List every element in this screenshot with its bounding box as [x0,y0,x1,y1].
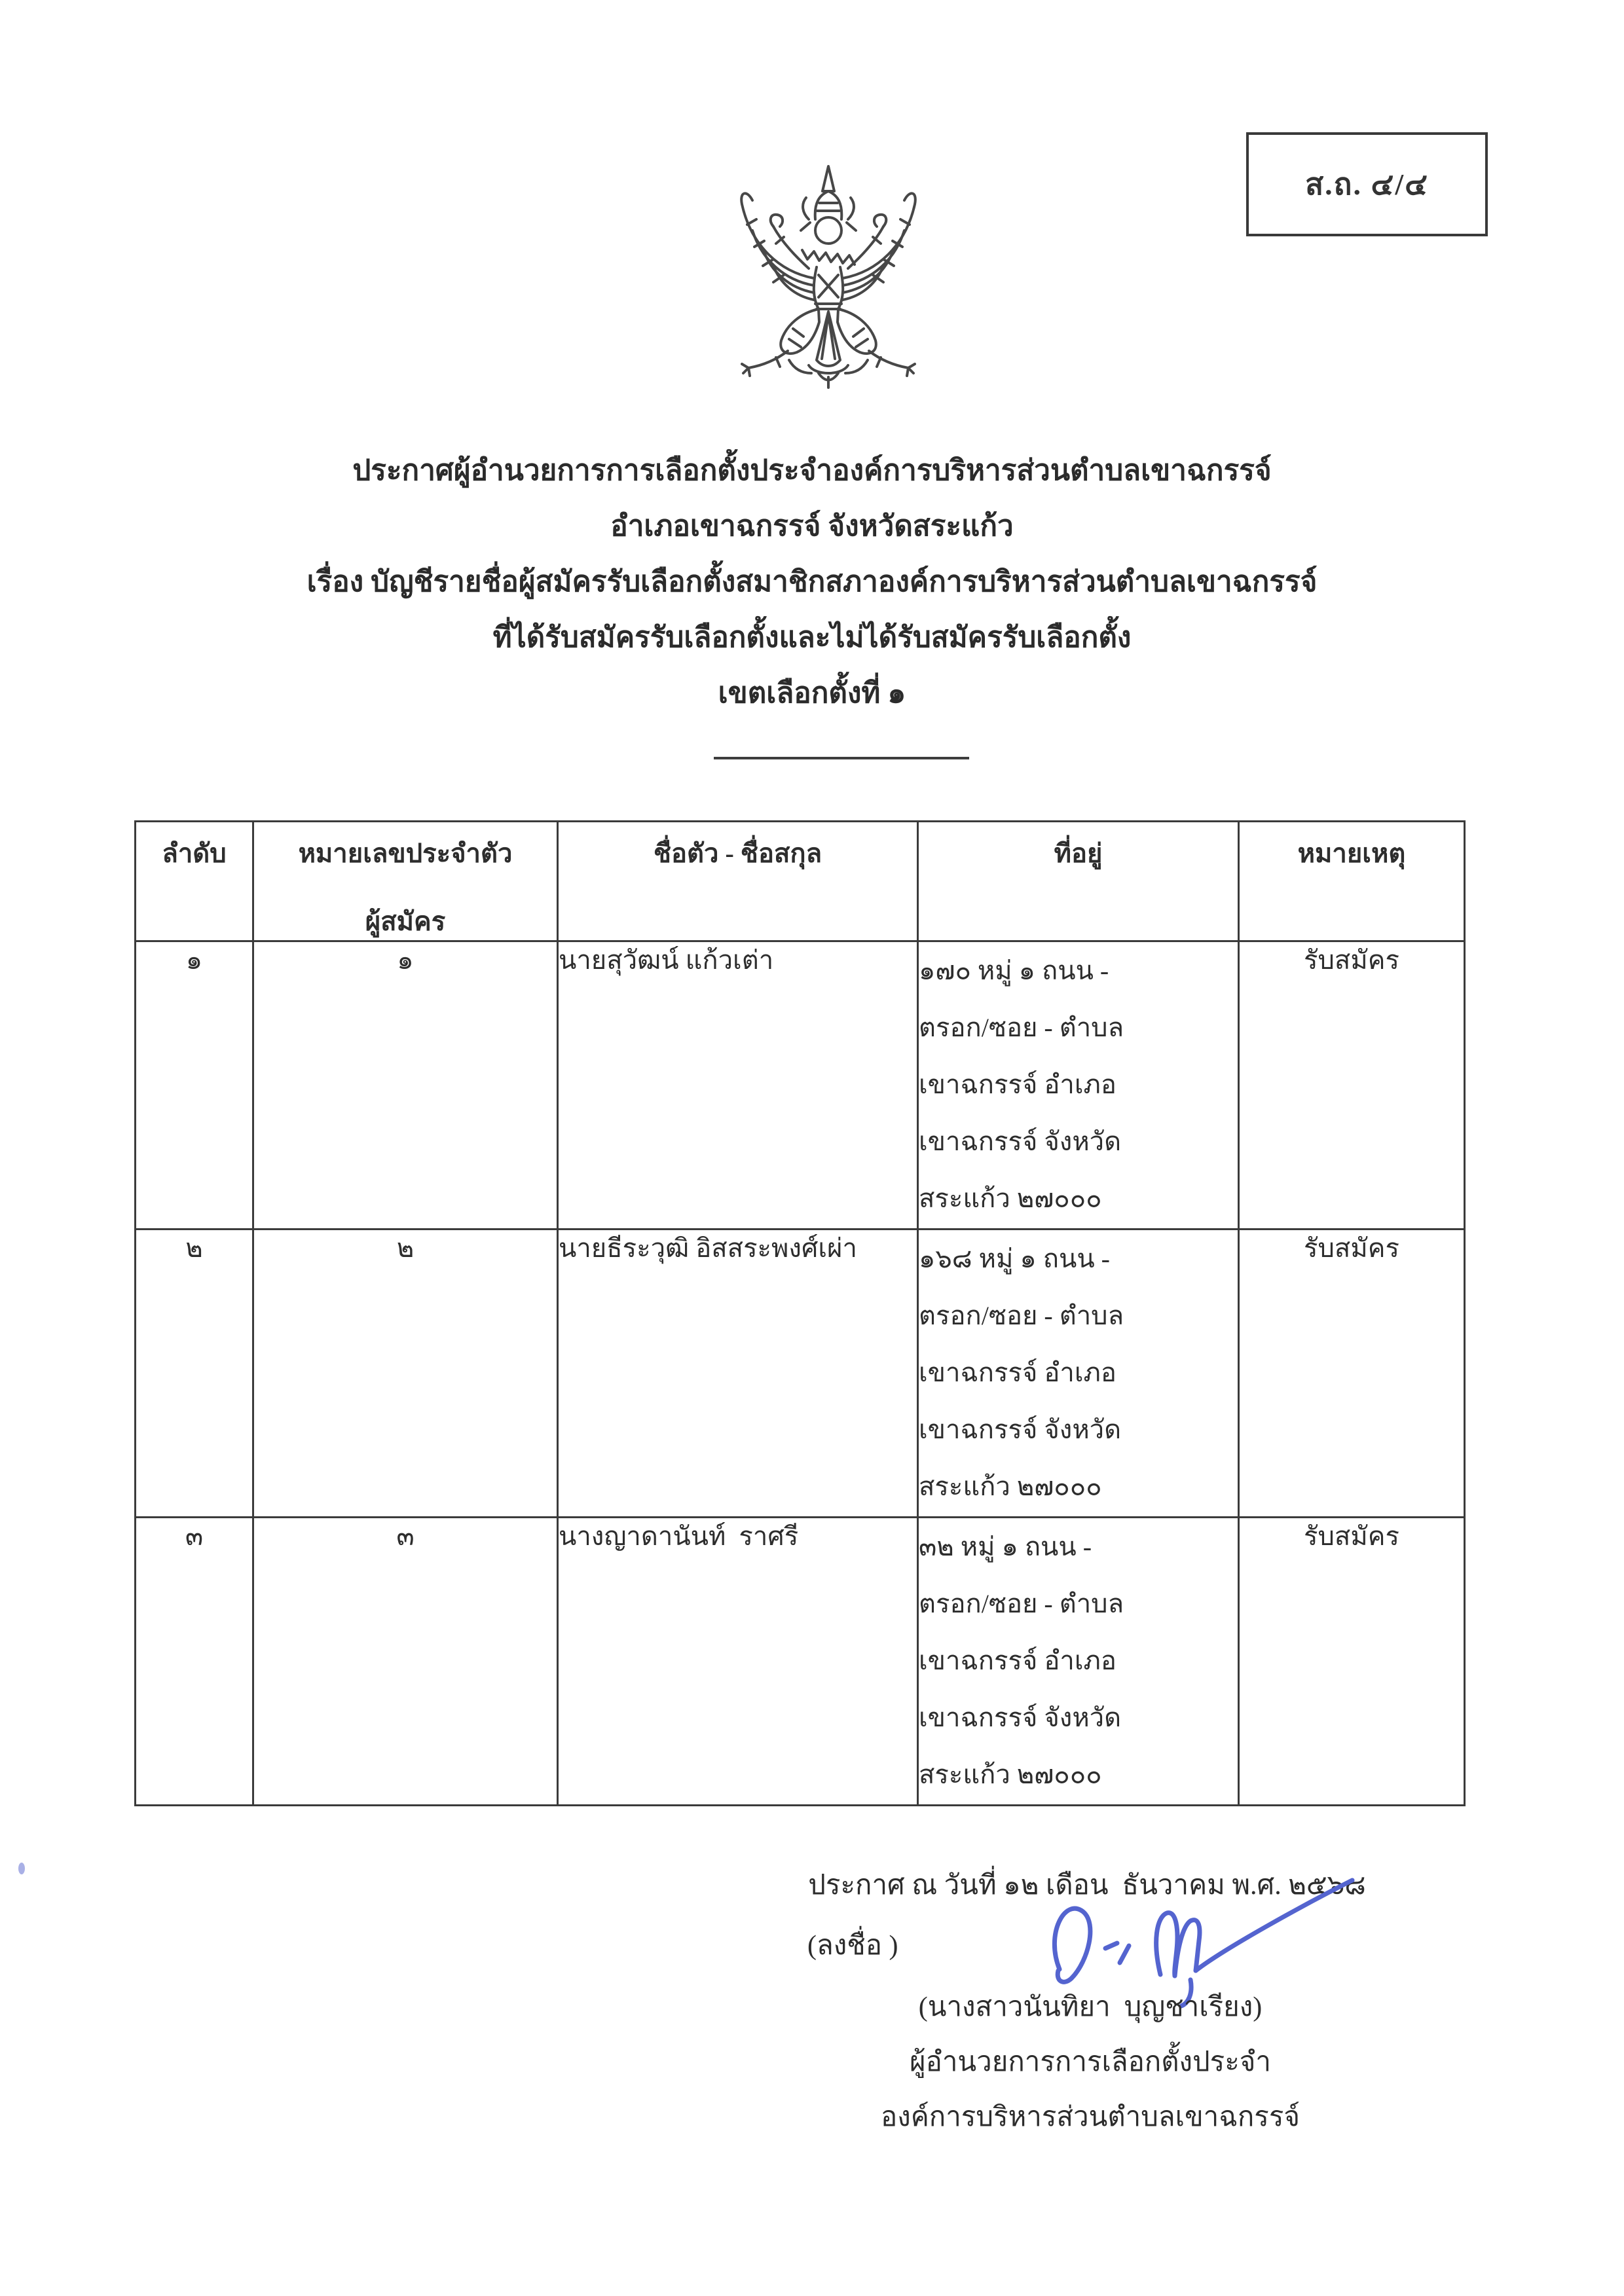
cell-address: ๑๗๐ หมู่ ๑ ถนน - ตรอก/ซอย - ตำบล เขาฉกรรจ์ อำเภอ เขาฉกรรจ์ จังหวัด สระแก้ว ๒๗๐๐๐ [918,941,1239,1230]
title-line-3: เรื่อง บัญชีรายชื่อผู้สมัครรับเลือกตั้งสมาชิกสภาองค์การบริหารส่วนตำบลเขาฉกรรจ์ [306,566,1318,598]
form-code-text: ส.ถ. ๔/๔ [1305,168,1429,201]
announcement-date-line: ประกาศ ณ วันที่ ๑๒ เดือน ธันวาคม พ.ศ. ๒๕๖๘ [808,1870,1366,1901]
sign-label: (ลงชื่อ ) [807,1931,898,1961]
title-line-1: ประกาศผู้อำนวยการการเลือกตั้งประจำองค์การบริหารส่วนตำบลเขาฉกรรจ์ [352,454,1272,486]
title-line-5: เขตเลือกตั้งที่ ๑ [718,677,906,709]
header-candidate-number-line2: ผู้สมัคร [365,907,446,936]
header-candidate-number-line1: หมายเลขประจำตัว [298,839,513,868]
cell-order: ๑ [136,941,253,1230]
cell-remark: รับสมัคร [1239,941,1465,1230]
cell-remark: รับสมัคร [1239,1230,1465,1518]
header-remark: หมายเหตุ [1239,822,1465,941]
cell-address: ๑๖๘ หมู่ ๑ ถนน - ตรอก/ซอย - ตำบล เขาฉกรรจ์ อำเภอ เขาฉกรรจ์ จังหวัด สระแก้ว ๒๗๐๐๐ [918,1230,1239,1518]
cell-candidate-number: ๑ [253,941,558,1230]
header-name: ชื่อตัว - ชื่อสกุล [558,822,918,941]
signer-title-line1: ผู้อำนวยการการเลือกตั้งประจำ [910,2047,1271,2077]
header-candidate-number [253,822,558,941]
cell-address: ๓๒ หมู่ ๑ ถนน - ตรอก/ซอย - ตำบล เขาฉกรรจ์ อำเภอ เขาฉกรรจ์ จังหวัด สระแก้ว ๒๗๐๐๐ [918,1518,1239,1806]
cell-order: ๓ [136,1518,253,1806]
garuda-emblem-icon [710,157,946,393]
cell-candidate-number: ๓ [253,1518,558,1806]
header-order: ลำดับ [136,822,253,941]
table-row [136,1230,1465,1518]
signer-name: (นางสาวนันทิยา บุญชาเรียง) [918,1992,1263,2022]
cell-name: นายสุวัฒน์ แก้วเต่า [558,941,918,1230]
title-divider-line [714,757,969,759]
announcement-title-block [0,443,1624,721]
candidate-table [134,820,1466,1806]
title-line-4: ที่ได้รับสมัครรับเลือกตั้งและไม่ได้รับสมัครรับเลือกตั้ง [492,621,1132,653]
header-address: ที่อยู่ [918,822,1239,941]
form-code-box [1246,132,1488,236]
cell-name: นายธีระวุฒิ อิสสระพงศ์เผ่า [558,1230,918,1518]
cell-remark: รับสมัคร [1239,1518,1465,1806]
cell-order: ๒ [136,1230,253,1518]
signer-title-line2: องค์การบริหารส่วนตำบลเขาฉกรรจ์ [880,2102,1301,2132]
table-row [136,1518,1465,1806]
cell-candidate-number: ๒ [253,1230,558,1518]
table-header-row [136,822,1465,941]
signature-ink [1022,1871,1362,2009]
scan-artifact-dot [18,1863,25,1874]
cell-name: นางญาดานันท์ ราศรี [558,1518,918,1806]
title-line-2: อำเภอเขาฉกรรจ์ จังหวัดสระแก้ว [610,510,1014,542]
table-row [136,941,1465,1230]
